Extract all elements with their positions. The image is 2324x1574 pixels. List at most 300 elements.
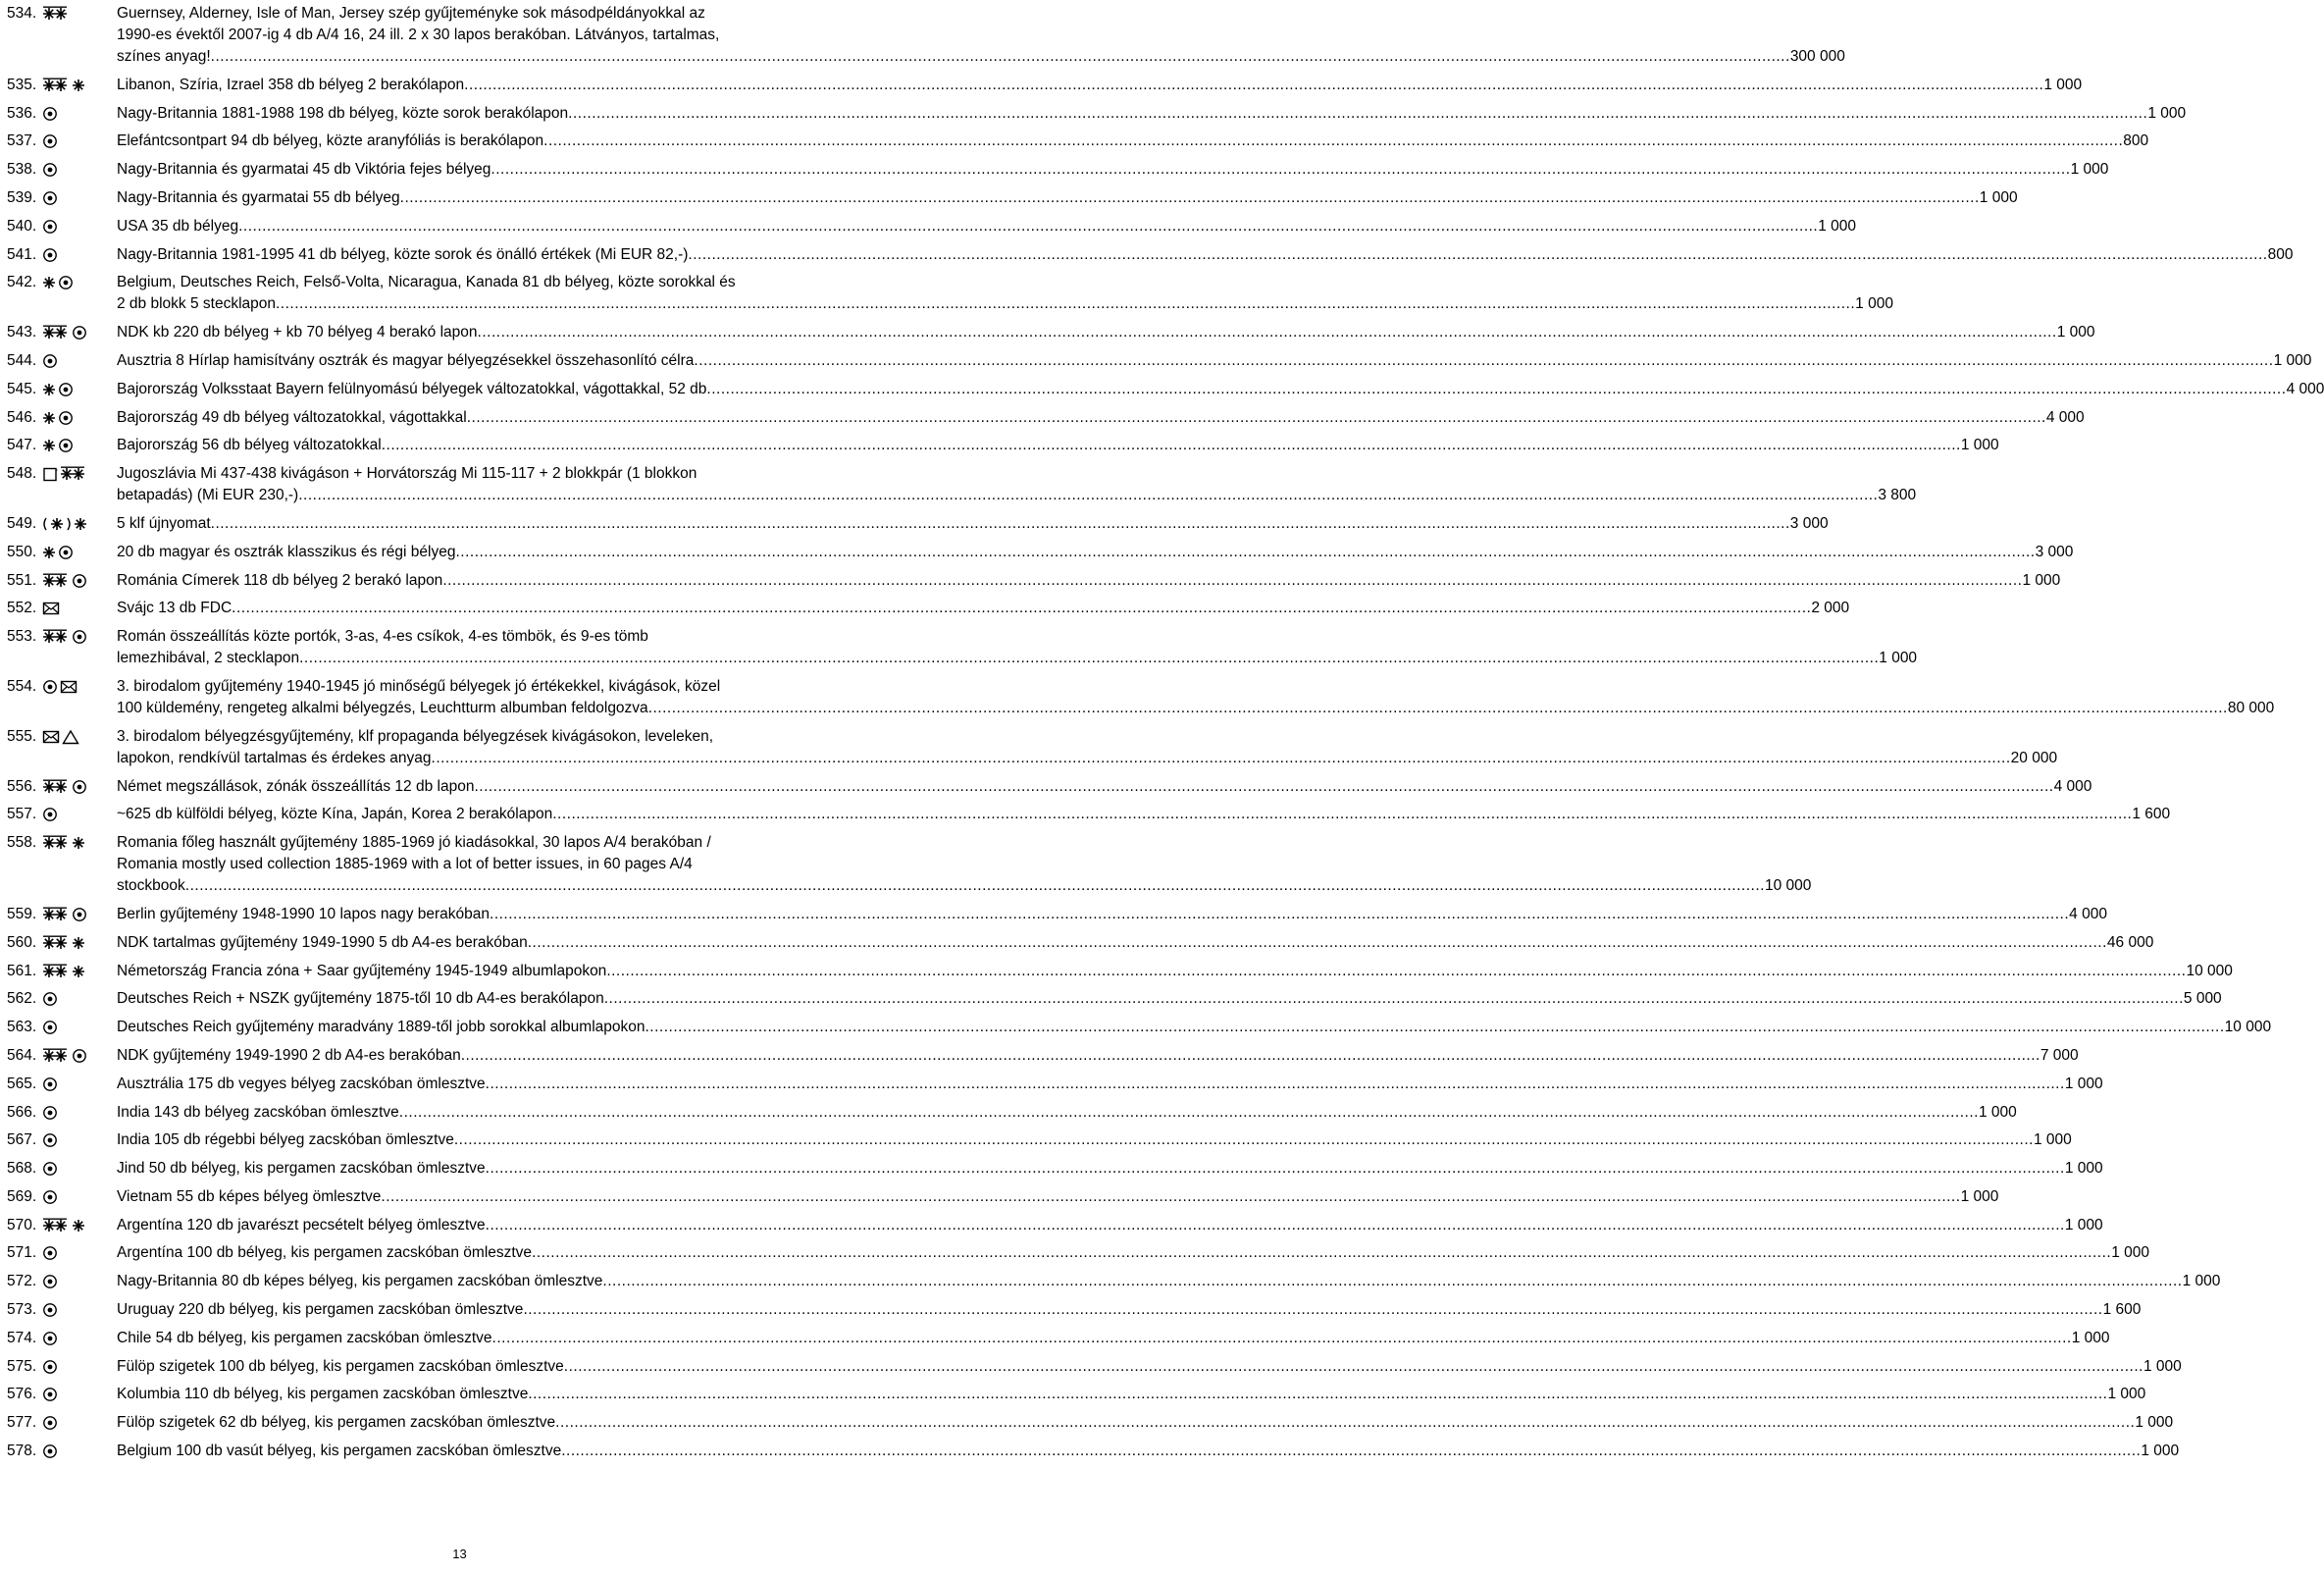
lot-entry	[7, 322, 2095, 350]
description-line: India 143 db bélyeg zacskóban ömlesztve	[117, 1103, 399, 1121]
lot-number: 534.	[7, 5, 37, 22]
dot-leader	[399, 1102, 1979, 1124]
lot-entry	[7, 3, 1845, 75]
mint-stamp-icon	[42, 935, 70, 951]
cover-icon	[42, 601, 60, 616]
lot-entry	[7, 103, 2187, 131]
lot-number: 558.	[7, 834, 37, 852]
condition-symbols	[42, 1356, 117, 1378]
lot-number: 544.	[7, 351, 37, 369]
dot-leader	[486, 1158, 2065, 1180]
dot-leader	[543, 131, 2123, 152]
used-stamp-icon	[42, 807, 58, 822]
lot-number: 541.	[7, 245, 37, 263]
description-line: NDK kb 220 db bélyeg + kb 70 bélyeg 4 berakó lapon	[117, 324, 478, 341]
lot-description	[117, 1271, 2220, 1292]
description-line: Kolumbia 110 db bélyeg, kis pergamen zacskóban ömlesztve	[117, 1386, 529, 1403]
dot-leader	[523, 1299, 2102, 1321]
lot-description	[117, 513, 1829, 535]
lot-price: 1 000	[1978, 1103, 2017, 1121]
lot-description	[117, 1441, 2179, 1462]
lot-entry	[7, 1186, 1999, 1215]
lot-description	[117, 272, 1893, 315]
mint-stamp-icon	[42, 779, 70, 795]
lot-description	[117, 159, 2108, 181]
description-line: lemezhibával, 2 stecklapon	[117, 650, 300, 667]
used-stamp-icon	[58, 382, 74, 397]
lot-entry	[7, 1102, 2017, 1130]
condition-symbols	[42, 159, 117, 181]
lot-price: 1 000	[1960, 437, 1999, 454]
lot-description	[117, 1186, 1998, 1208]
lot-price: 1 000	[2043, 76, 2083, 93]
condition-symbols	[42, 542, 117, 563]
condition-symbols	[42, 961, 117, 982]
lot-price: 3 800	[1878, 487, 1917, 504]
lot-description	[117, 776, 2092, 798]
dot-leader	[688, 244, 2267, 266]
lot-number: 550.	[7, 543, 37, 560]
dot-leader	[528, 932, 2107, 954]
lot-entry	[7, 407, 2085, 436]
description-line: Belgium 100 db vasút bélyeg, kis pergamen zacskóban ömlesztve	[117, 1443, 562, 1460]
description-line: Bajorország Volksstaat Bayern felülnyomású bélyegek változatokkal, vágottakkal, 52 db	[117, 380, 707, 397]
dot-leader	[467, 407, 2046, 429]
description-line: Deutsches Reich gyűjtemény maradvány 1889-től jobb sorokkal albumlapokon	[117, 1019, 646, 1036]
used-stamp-icon	[42, 106, 58, 122]
lot-description	[117, 1017, 2271, 1038]
lot-description	[117, 726, 2057, 769]
condition-symbols	[42, 3, 117, 25]
lot-price: 2 000	[1811, 600, 1850, 617]
lot-number: 562.	[7, 990, 37, 1008]
used-stamp-icon	[42, 190, 58, 206]
description-line: Német megszállások, zónák összeállítás 12 db lapon	[117, 777, 475, 795]
lot-entry	[7, 1074, 2103, 1102]
used-stamp-icon	[58, 438, 74, 453]
description-line: Svájc 13 db FDC	[117, 600, 232, 617]
unused-stamp-icon	[72, 964, 85, 979]
description-line: Nagy-Britannia és gyarmatai 45 db Viktória fejes bélyeg	[117, 161, 491, 179]
description-line: Nagy-Britannia 80 db képes bélyeg, kis pergamen zacskóban ömlesztve	[117, 1273, 603, 1290]
lot-description	[117, 1299, 2141, 1321]
dot-leader	[442, 570, 2022, 592]
condition-symbols	[42, 988, 117, 1010]
lot-entry	[7, 272, 1893, 322]
lot-price: 1 000	[1960, 1187, 1999, 1205]
lot-number: 566.	[7, 1103, 37, 1121]
lot-price: 1 000	[2064, 1160, 2103, 1178]
description-line: lapokon, rendkívül tartalmas és érdekes anyag	[117, 749, 432, 766]
lot-price: 1 000	[2033, 1131, 2072, 1149]
description-line: 3. birodalom gyűjtemény 1940-1945 jó minőségű bélyegek jó értékekkel, kivágások, közel	[117, 677, 721, 695]
lot-description	[117, 3, 1845, 68]
dot-leader	[455, 542, 2035, 563]
dot-leader	[694, 350, 2273, 372]
lot-number: 549.	[7, 514, 37, 532]
dot-leader	[454, 1129, 2034, 1151]
unused-stamp-icon	[72, 78, 85, 93]
condition-symbols	[42, 1242, 117, 1264]
condition-symbols	[42, 1129, 117, 1151]
used-stamp-icon	[42, 1302, 58, 1318]
unused-stamp-icon	[42, 410, 56, 426]
mint-stamp-icon	[42, 325, 70, 341]
lot-entry	[7, 350, 2312, 379]
used-stamp-icon	[42, 219, 58, 235]
condition-symbols	[42, 379, 117, 400]
mint-stamp-icon	[42, 629, 70, 645]
dot-leader	[492, 1328, 2072, 1349]
used-stamp-icon	[72, 779, 87, 795]
dot-leader	[490, 904, 2069, 925]
lot-description	[117, 676, 2274, 719]
lot-price: 46 000	[2106, 933, 2154, 951]
description-line: Bajorország 56 db bélyeg változatokkal	[117, 437, 382, 454]
lot-description	[117, 570, 2060, 592]
condition-symbols	[42, 904, 117, 925]
condition-symbols	[42, 1074, 117, 1095]
condition-symbols	[42, 1441, 117, 1462]
description-line: stockbook	[117, 877, 185, 895]
condition-symbols	[42, 1271, 117, 1292]
description-line: Uruguay 220 db bélyeg, kis pergamen zacskóban ömlesztve	[117, 1301, 524, 1319]
description-line: Fülöp szigetek 62 db bélyeg, kis pergamen zacskóban ömlesztve	[117, 1414, 556, 1432]
lot-price: 4 000	[2286, 380, 2324, 397]
lot-entry	[7, 988, 2222, 1017]
description-line: Ausztria 8 Hírlap hamisítvány osztrák és magyar bélyegzésekkel összehasonlító célra	[117, 351, 695, 369]
lot-entry	[7, 1328, 2110, 1356]
lot-number: 569.	[7, 1187, 37, 1205]
dot-leader	[400, 187, 1980, 209]
lot-price: 300 000	[1789, 48, 1845, 65]
condition-symbols	[42, 1158, 117, 1180]
condition-symbols	[42, 1328, 117, 1349]
dot-leader	[211, 513, 1790, 535]
lot-price: 1 000	[2273, 351, 2312, 369]
lot-price: 20 000	[2010, 749, 2058, 766]
lot-price: 1 600	[2102, 1301, 2142, 1319]
lot-number: 543.	[7, 324, 37, 341]
lot-entry	[7, 1384, 2146, 1412]
dot-leader	[555, 1412, 2135, 1434]
used-stamp-icon	[42, 1161, 58, 1177]
lot-number: 538.	[7, 161, 37, 179]
lot-description	[117, 1074, 2103, 1095]
lot-number: 572.	[7, 1273, 37, 1290]
lot-description	[117, 131, 2148, 152]
lot-number: 557.	[7, 806, 37, 823]
lot-entry	[7, 216, 1857, 244]
lot-entry	[7, 75, 2083, 103]
description-line: 3. birodalom bélyegzésgyűjtemény, klf propaganda bélyegzések kivágásokon, leveleken,	[117, 727, 714, 745]
dot-leader	[382, 435, 1961, 456]
lot-description	[117, 1384, 2145, 1405]
lot-description	[117, 1356, 2182, 1378]
lot-price: 1 000	[2064, 1075, 2103, 1092]
lot-price: 3 000	[2035, 543, 2074, 560]
dot-leader	[381, 1186, 1960, 1208]
lot-price: 1 000	[1855, 295, 1893, 313]
lot-description	[117, 216, 1856, 237]
description-line: Deutsches Reich + NSZK gyűjtemény 1875-től 10 db A4-es berakólapon	[117, 990, 604, 1008]
lot-entry	[7, 1045, 2079, 1074]
lot-description	[117, 1328, 2110, 1349]
dot-leader	[648, 698, 2228, 719]
lot-number: 559.	[7, 905, 37, 922]
lot-description	[117, 1129, 2072, 1151]
lot-number: 577.	[7, 1414, 37, 1432]
lot-number: 560.	[7, 933, 37, 951]
lot-entry	[7, 513, 1829, 542]
condition-symbols	[42, 832, 117, 854]
dot-leader	[646, 1017, 2225, 1038]
lot-price: 80 000	[2227, 699, 2275, 716]
used-stamp-icon	[58, 545, 74, 560]
dot-leader	[478, 322, 2057, 343]
lot-entry	[7, 932, 2154, 961]
description-line: Libanon, Szíria, Izrael 358 db bélyeg 2 berakólapon	[117, 76, 465, 93]
lot-list	[7, 3, 2324, 1469]
description-line: NDK gyűjtemény 1949-1990 2 db A4-es berakóban	[117, 1046, 461, 1064]
description-line: betapadás) (Mi EUR 230,-)	[117, 487, 299, 504]
lot-entry	[7, 435, 1999, 463]
condition-symbols	[42, 1045, 117, 1067]
condition-symbols	[42, 1412, 117, 1434]
lot-price: 4 000	[2069, 905, 2107, 922]
lot-number: 571.	[7, 1244, 37, 1262]
lot-entry	[7, 1129, 2072, 1158]
used-stamp-icon	[42, 1359, 58, 1375]
lot-number: 565.	[7, 1075, 37, 1092]
dot-leader	[532, 1242, 2111, 1264]
lot-price: 1 000	[2143, 1357, 2182, 1375]
lot-entry	[7, 244, 2294, 273]
lot-entry	[7, 1271, 2221, 1299]
lot-description	[117, 1102, 2017, 1124]
lot-entry	[7, 1299, 2142, 1328]
description-line: USA 35 db bélyeg	[117, 217, 239, 235]
description-line: 5 klf újnyomat	[117, 514, 211, 532]
used-stamp-icon	[42, 679, 58, 695]
cover-icon	[42, 729, 60, 745]
lot-entry	[7, 676, 2275, 726]
lot-number: 540.	[7, 217, 37, 235]
lot-entry	[7, 626, 1918, 676]
lot-number: 545.	[7, 380, 37, 397]
dot-leader	[299, 648, 1879, 669]
lot-entry	[7, 1242, 2150, 1271]
lot-number: 536.	[7, 104, 37, 122]
used-stamp-icon	[72, 629, 87, 645]
lot-description	[117, 435, 1999, 456]
lot-price: 1 000	[2147, 104, 2187, 122]
description-line: 100 küldemény, rengeteg alkalmi bélyegzés, Leuchtturm albumban feldolgozva	[117, 699, 648, 716]
dot-leader	[606, 961, 2186, 982]
lot-price: 1 000	[2056, 324, 2095, 341]
condition-symbols	[42, 103, 117, 125]
lot-entry	[7, 776, 2092, 805]
lot-description	[117, 542, 2073, 563]
used-stamp-icon	[42, 162, 58, 178]
lot-number: 551.	[7, 571, 37, 589]
description-line: színes anyag!	[117, 48, 211, 65]
dot-leader	[464, 75, 2043, 96]
lot-entry	[7, 804, 2171, 832]
lot-description	[117, 904, 2107, 925]
used-stamp-icon	[42, 1245, 58, 1261]
lot-description	[117, 350, 2311, 372]
description-line: Romania főleg használt gyűjtemény 1885-1969 jó kiadásokkal, 30 lapos A/4 berakóban /	[117, 834, 711, 852]
description-line: Bajorország 49 db bélyeg változatokkal, vágottakkal	[117, 408, 467, 426]
condition-symbols	[42, 1186, 117, 1208]
description-line: Vietnam 55 db képes bélyeg ömlesztve	[117, 1187, 382, 1205]
description-line: Belgium, Deutsches Reich, Felső-Volta, Nicaragua, Kanada 81 db bélyeg, közte sorokkal és	[117, 274, 736, 291]
lot-description	[117, 626, 1917, 669]
used-stamp-icon	[42, 991, 58, 1007]
lot-description	[117, 1045, 2079, 1067]
lot-price: 800	[2123, 132, 2149, 150]
description-line: 1990-es évektől 2007-ig 4 db A/4 16, 24 ill. 2 x 30 lapos berakóban. Látványos, tartalmas,	[117, 26, 720, 43]
lot-number: 575.	[7, 1357, 37, 1375]
condition-symbols	[42, 1215, 117, 1236]
mint-stamp-icon	[60, 466, 87, 482]
dot-leader	[298, 485, 1878, 506]
description-line: Románia Címerek 118 db bélyeg 2 berakó lapon	[117, 571, 443, 589]
lot-number: 578.	[7, 1443, 37, 1460]
dot-leader	[238, 216, 1818, 237]
mint-stamp-icon	[42, 964, 70, 979]
lot-entry	[7, 598, 1850, 626]
lot-price: 800	[2267, 245, 2294, 263]
lot-number: 553.	[7, 628, 37, 646]
lot-entry	[7, 961, 2233, 989]
lot-number: 552.	[7, 600, 37, 617]
page-number: 13	[452, 1547, 467, 1561]
condition-symbols	[42, 513, 117, 535]
unused-stamp-icon	[42, 275, 56, 290]
condition-symbols	[42, 272, 117, 293]
lot-number: 555.	[7, 727, 37, 745]
lot-price: 7 000	[2040, 1046, 2079, 1064]
unused-stamp-icon	[72, 935, 85, 951]
dot-leader	[564, 1356, 2143, 1378]
lot-number: 548.	[7, 465, 37, 483]
lot-entry	[7, 726, 2058, 776]
lot-description	[117, 832, 1811, 897]
condition-symbols	[42, 187, 117, 209]
condition-symbols	[42, 932, 117, 954]
used-stamp-icon	[42, 1331, 58, 1346]
description-line: Argentína 120 db javarészt pecsételt bélyeg ömlesztve	[117, 1216, 486, 1233]
lot-description	[117, 322, 2094, 343]
condition-symbols	[42, 1017, 117, 1038]
lot-entry	[7, 570, 2061, 599]
lot-price: 10 000	[2224, 1019, 2272, 1036]
lot-price: 5 000	[2183, 990, 2222, 1008]
lot-description	[117, 244, 2293, 266]
mint-stamp-icon	[42, 1218, 70, 1233]
dot-leader	[486, 1074, 2065, 1095]
description-line: NDK tartalmas gyűjtemény 1949-1990 5 db A4-es berakóban	[117, 933, 528, 951]
condition-symbols	[42, 75, 117, 96]
used-stamp-icon	[42, 247, 58, 263]
used-stamp-icon	[58, 275, 74, 290]
dot-leader	[561, 1441, 2141, 1462]
lot-number: 537.	[7, 132, 37, 150]
lot-price: 4 000	[2053, 777, 2092, 795]
lot-description	[117, 1215, 2103, 1236]
dot-leader	[185, 875, 1765, 897]
description-line: Chile 54 db bélyeg, kis pergamen zacskóban ömlesztve	[117, 1329, 492, 1346]
dot-leader	[552, 804, 2132, 825]
condition-symbols	[42, 1299, 117, 1321]
mint-stamp-icon	[42, 835, 70, 851]
lot-number: 535.	[7, 76, 37, 93]
lot-price: 1 000	[2135, 1414, 2174, 1432]
condition-symbols	[42, 407, 117, 429]
description-line: India 105 db régebbi bélyeg zacskóban ömlesztve	[117, 1131, 454, 1149]
lot-description	[117, 379, 2324, 400]
description-line: Nagy-Britannia 1981-1995 41 db bélyeg, közte sorok és önálló értékek (Mi EUR 82,-)	[117, 245, 689, 263]
lot-price: 1 000	[2107, 1386, 2146, 1403]
lot-entry	[7, 131, 2149, 159]
lot-entry	[7, 1215, 2103, 1243]
description-line: Román összeállítás közte portók, 3-as, 4-es csíkok, 4-es tömbök, és 9-es tömb	[117, 628, 648, 646]
condition-symbols	[42, 463, 117, 485]
mint-stamp-icon	[42, 1048, 70, 1064]
dot-leader	[706, 379, 2286, 400]
lot-description	[117, 75, 2082, 96]
lot-price: 1 000	[1979, 188, 2018, 206]
description-line: 2 db blokk 5 stecklapon	[117, 295, 276, 313]
description-line: Romania mostly used collection 1885-1969 with a lot of better issues, in 60 pages A/4	[117, 856, 693, 873]
mint-stamp-icon	[42, 907, 70, 922]
description-line: Nagy-Britannia és gyarmatai 55 db bélyeg	[117, 188, 400, 206]
lot-price: 1 000	[2111, 1244, 2150, 1262]
description-line: Ausztrália 175 db vegyes bélyeg zacskóban ömlesztve	[117, 1075, 486, 1092]
lot-price: 1 000	[2071, 1329, 2110, 1346]
postal-stationery-icon	[62, 729, 79, 745]
lot-price: 1 000	[2064, 1216, 2103, 1233]
mint-stamp-icon	[42, 6, 70, 22]
description-line: Jugoszlávia Mi 437-438 kivágáson + Horvátország Mi 115-117 + 2 blokkpár (1 blokkon	[117, 465, 697, 483]
lot-entry	[7, 1412, 2174, 1441]
condition-symbols	[42, 570, 117, 592]
used-stamp-icon	[58, 410, 74, 426]
description-line: 20 db magyar és osztrák klasszikus és régi bélyeg	[117, 543, 456, 560]
condition-symbols	[42, 131, 117, 152]
lot-entry	[7, 1356, 2182, 1385]
lot-number: 574.	[7, 1329, 37, 1346]
lot-description	[117, 932, 2153, 954]
lot-entry	[7, 1158, 2103, 1186]
lot-number: 563.	[7, 1019, 37, 1036]
lot-price: 1 000	[2141, 1443, 2180, 1460]
lot-number: 568.	[7, 1160, 37, 1178]
used-stamp-icon	[42, 1132, 58, 1148]
lot-price: 4 000	[2045, 408, 2085, 426]
used-stamp-icon	[42, 1020, 58, 1035]
used-stamp-icon	[72, 1048, 87, 1064]
lot-number: 573.	[7, 1301, 37, 1319]
lot-number: 576.	[7, 1386, 37, 1403]
lot-entry	[7, 187, 2018, 216]
dot-leader	[568, 103, 2147, 125]
lot-number: 561.	[7, 962, 37, 979]
description-line: Fülöp szigetek 100 db bélyeg, kis pergamen zacskóban ömlesztve	[117, 1357, 564, 1375]
dot-leader	[432, 748, 2011, 769]
